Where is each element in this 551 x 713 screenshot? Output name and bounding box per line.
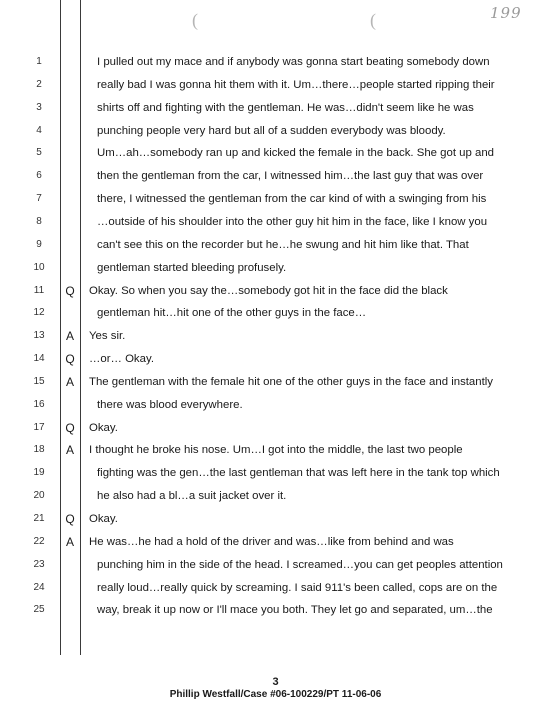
line-text: Okay. So when you say the…somebody got hit in the face did the black bbox=[89, 284, 448, 297]
transcript-line bbox=[0, 166, 551, 186]
line-number: 12 bbox=[33, 307, 45, 319]
line-text: there was blood everywhere. bbox=[97, 398, 243, 411]
transcript-line bbox=[0, 555, 551, 575]
speaker-label: A bbox=[65, 329, 74, 344]
transcript-line bbox=[0, 143, 551, 163]
line-number: 1 bbox=[36, 56, 42, 67]
line-text: I thought he broke his nose. Um…I got into the middle, the last two people bbox=[89, 444, 463, 457]
speaker-label: Q bbox=[65, 283, 75, 298]
transcript-line bbox=[0, 349, 551, 369]
page-number: 3 bbox=[272, 676, 279, 688]
line-number: 9 bbox=[36, 238, 42, 250]
line-text: He was…he had a hold of the driver and was…like from behind and was bbox=[89, 535, 454, 548]
line-text: really loud…really quick by screaming. I said 911's been called, cops are on the bbox=[97, 581, 498, 594]
line-number: 15 bbox=[33, 375, 45, 387]
line-number: 25 bbox=[33, 604, 45, 616]
line-number: 20 bbox=[33, 490, 45, 502]
transcript-line bbox=[0, 258, 551, 278]
transcript-line bbox=[0, 418, 551, 438]
transcript-line bbox=[0, 532, 551, 552]
line-number: 5 bbox=[36, 147, 42, 159]
line-number: 11 bbox=[33, 284, 45, 296]
line-text: punching him in the side of the head. I screamed…you can get peoples attention bbox=[97, 558, 503, 571]
line-number: 6 bbox=[36, 170, 42, 182]
line-text: then the gentleman from the car, I witnessed him…the last guy that was over bbox=[97, 170, 484, 183]
line-number: 7 bbox=[36, 193, 42, 205]
line-text: …outside of his shoulder into the other guy hit him in the face, like I know you bbox=[97, 215, 488, 228]
transcript-line bbox=[0, 75, 551, 95]
line-text: fighting was the gen…the last gentleman that was left here in the tank top which bbox=[97, 467, 500, 480]
line-number: 21 bbox=[33, 513, 45, 524]
line-number: 3 bbox=[36, 101, 42, 113]
speaker-label: A bbox=[65, 443, 74, 458]
line-number: 24 bbox=[33, 581, 45, 593]
line-text: he also had a bl…a suit jacket over it. bbox=[97, 490, 287, 503]
transcript-line bbox=[0, 600, 551, 620]
line-text: punching people very hard but all of a sudden everybody was bloody. bbox=[97, 124, 446, 137]
line-text: Okay. bbox=[89, 513, 118, 525]
line-number: 22 bbox=[33, 535, 45, 547]
line-text: gentleman hit…hit one of the other guys in the face… bbox=[97, 307, 367, 320]
line-text: can't see this on the recorder but he…he swung and hit him like that. That bbox=[97, 238, 469, 251]
line-text: Um…ah…somebody ran up and kicked the female in the back. She got up and bbox=[97, 147, 495, 160]
transcript-line bbox=[0, 372, 551, 392]
line-text: way, break it up now or I'll mace you both. They let go and separated, um…the bbox=[97, 604, 493, 617]
speaker-label: A bbox=[65, 534, 74, 549]
line-number: 13 bbox=[33, 330, 45, 342]
transcript-line bbox=[0, 52, 551, 72]
line-text: I pulled out my mace and if anybody was gonna start beating somebody down bbox=[97, 56, 490, 68]
line-text: really bad I was gonna hit them with it. Um…there…people started ripping their bbox=[97, 78, 495, 91]
transcript-line bbox=[0, 463, 551, 483]
line-text: gentleman started bleeding profusely. bbox=[97, 261, 287, 274]
line-number: 17 bbox=[33, 421, 45, 433]
transcript-line bbox=[0, 326, 551, 346]
line-number: 4 bbox=[36, 124, 42, 136]
line-text: Okay. bbox=[89, 421, 118, 434]
transcript-line bbox=[0, 121, 551, 141]
transcript-line bbox=[0, 98, 551, 118]
line-text: The gentleman with the female hit one of the other guys in the face and instantly bbox=[89, 375, 493, 388]
line-text: …or… Okay. bbox=[89, 353, 154, 366]
line-number: 8 bbox=[36, 215, 42, 227]
line-number: 16 bbox=[33, 398, 45, 410]
speaker-label: Q bbox=[65, 420, 75, 435]
transcript-line bbox=[0, 578, 551, 598]
line-text: shirts off and fighting with the gentleman. He was…didn't seem like he was bbox=[97, 101, 474, 114]
transcript-line bbox=[0, 509, 551, 529]
line-text: there, I witnessed the gentleman from the car kind of with a swinging from his bbox=[97, 193, 487, 206]
transcript-line bbox=[0, 395, 551, 415]
transcript-line bbox=[0, 303, 551, 323]
punch-hole-mark: ( bbox=[192, 10, 198, 30]
handwritten-page-stamp: 199 bbox=[490, 4, 522, 22]
transcript-line bbox=[0, 189, 551, 209]
line-number: 19 bbox=[33, 467, 45, 479]
transcript-line bbox=[0, 440, 551, 460]
transcript-line bbox=[0, 281, 551, 301]
line-number: 23 bbox=[33, 558, 45, 570]
line-number: 18 bbox=[33, 444, 45, 456]
speaker-label: Q bbox=[65, 352, 75, 367]
speaker-label: Q bbox=[65, 512, 75, 526]
line-number: 14 bbox=[33, 353, 45, 365]
punch-hole-mark: ( bbox=[370, 10, 376, 30]
line-number: 10 bbox=[33, 261, 45, 273]
line-text: Yes sir. bbox=[89, 330, 126, 343]
transcript-line bbox=[0, 235, 551, 255]
case-reference: Phillip Westfall/Case #06-100229/PT 11-06-06 bbox=[169, 689, 382, 700]
line-number: 2 bbox=[36, 78, 42, 90]
transcript-line bbox=[0, 212, 551, 232]
speaker-label: A bbox=[65, 374, 74, 389]
transcript-line bbox=[0, 486, 551, 506]
